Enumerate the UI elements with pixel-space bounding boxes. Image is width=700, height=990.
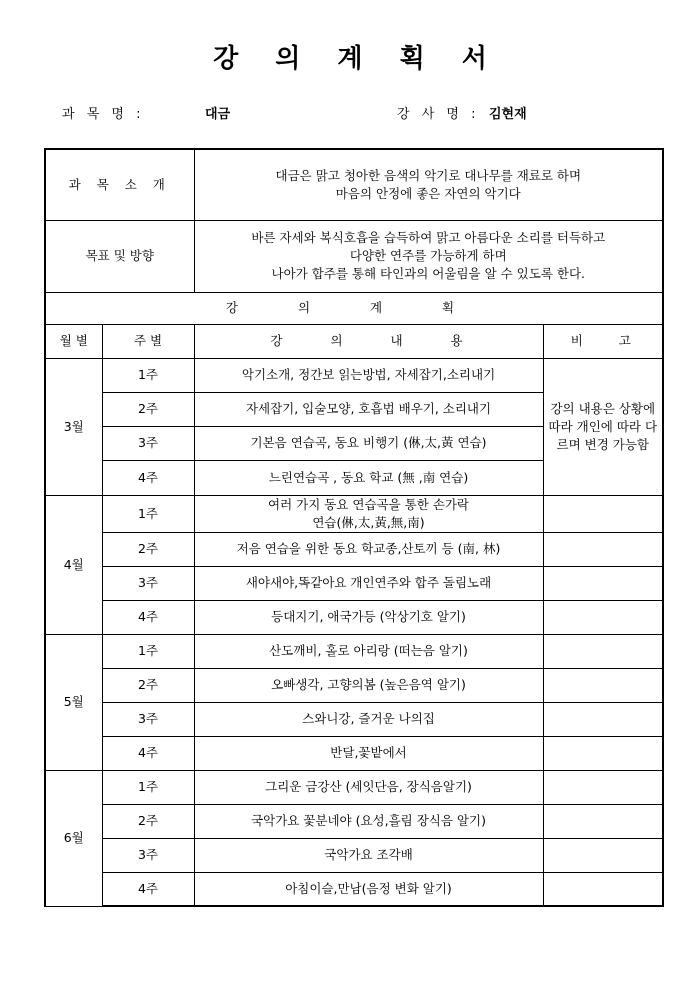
note-cell	[543, 736, 663, 770]
intro-text	[194, 149, 663, 220]
week-cell: 4주	[102, 460, 194, 495]
content-cell: 오빠생각, 고향의봄 (높은음역 알기)	[194, 668, 543, 702]
instructor-value: 김현재	[489, 107, 527, 122]
week-cell: 2주	[102, 532, 194, 566]
week-cell: 3주	[102, 426, 194, 460]
table-row	[45, 770, 663, 804]
header-week: 주 별	[102, 324, 194, 358]
table-row	[45, 600, 663, 634]
week-cell: 4주	[102, 600, 194, 634]
plan-section-title: 강 의 계 획	[45, 292, 663, 324]
week-cell: 3주	[102, 838, 194, 872]
note-cell	[543, 702, 663, 736]
content-line: 연습(㑣,太,黃,無,南)	[312, 514, 425, 530]
table-row	[45, 566, 663, 600]
lecture-plan-table	[44, 148, 664, 907]
goal-row	[45, 220, 663, 292]
instructor-field	[397, 103, 527, 122]
month-cell: 3월	[45, 358, 102, 495]
table-row	[45, 634, 663, 668]
document-title: 강 의 계 획 서	[213, 44, 501, 74]
content-cell: 악기소개, 정간보 읽는방법, 자세잡기,소리내기	[194, 358, 543, 392]
header-content: 강 의 내 용	[194, 324, 543, 358]
content-cell: 느린연습곡 , 동요 학교 (無 ,南 연습)	[194, 460, 543, 495]
week-cell: 4주	[102, 736, 194, 770]
content-cell: 그리운 금강산 (세잇단음, 장식음알기)	[194, 770, 543, 804]
content-cell: 아침이슬,만남(음정 변화 알기)	[194, 872, 543, 906]
content-cell: 저음 연습을 위한 동요 학교종,산토끼 등 (南, 林)	[194, 532, 543, 566]
content-cell: 기본음 연습곡, 동요 비행기 (㑣,太,黃 연습)	[194, 426, 543, 460]
note-cell	[543, 566, 663, 600]
content-cell	[194, 495, 543, 532]
content-cell: 산도깨비, 홀로 아리랑 (떠는음 알기)	[194, 634, 543, 668]
header-note: 비 고	[543, 324, 663, 358]
table-row	[45, 495, 663, 532]
goal-line: 바른 자세와 복식호흡을 습득하여 맑고 아름다운 소리를 터득하고	[251, 230, 606, 245]
table-row	[45, 804, 663, 838]
note-cell	[543, 668, 663, 702]
note-cell	[543, 838, 663, 872]
week-cell: 1주	[102, 634, 194, 668]
intro-line: 마음의 안정에 좋은 자연의 악기다	[335, 185, 521, 201]
week-cell: 4주	[102, 872, 194, 906]
content-cell: 등대지기, 애국가등 (악상기호 알기)	[194, 600, 543, 634]
month-cell: 4월	[45, 495, 102, 634]
month-cell: 6월	[45, 770, 102, 906]
note-cell	[543, 804, 663, 838]
note-cell	[543, 634, 663, 668]
content-cell: 자세잡기, 입술모양, 호흡법 배우기, 소리내기	[194, 392, 543, 426]
plan-section-row	[45, 292, 663, 324]
header-month: 월 별	[45, 324, 102, 358]
subject-label: 과 목 명 :	[62, 107, 145, 122]
note-cell	[543, 495, 663, 532]
goal-label: 목표 및 방향	[45, 220, 194, 292]
table-row	[45, 736, 663, 770]
week-cell: 1주	[102, 358, 194, 392]
table-row	[45, 702, 663, 736]
content-cell: 새야새야,똑같아요 개인연주와 합주 돌림노래	[194, 566, 543, 600]
intro-label: 과 목 소 개	[45, 149, 194, 220]
week-cell: 1주	[102, 770, 194, 804]
content-cell: 국악가요 꽃분네야 (요성,흘림 장식음 알기)	[194, 804, 543, 838]
week-cell: 2주	[102, 804, 194, 838]
plan-header-row	[45, 324, 663, 358]
content-cell: 반달,꽃밭에서	[194, 736, 543, 770]
subject-value: 대금	[205, 107, 231, 122]
note-cell	[543, 600, 663, 634]
note-cell	[543, 770, 663, 804]
goal-line: 다양한 연주를 가능하게 하며	[349, 248, 507, 263]
week-cell: 3주	[102, 566, 194, 600]
table-row	[45, 358, 663, 392]
table-row	[45, 668, 663, 702]
week-cell: 3주	[102, 702, 194, 736]
content-cell: 국악가요 조각배	[194, 838, 543, 872]
goal-line: 나아가 합주를 통해 타인과의 어울림을 알 수 있도록 한다.	[271, 266, 586, 281]
month-cell: 5월	[45, 634, 102, 770]
week-cell: 2주	[102, 392, 194, 426]
week-cell: 2주	[102, 668, 194, 702]
goal-text	[194, 220, 663, 292]
instructor-label: 강 사 명 :	[397, 107, 480, 122]
note-cell: 강의 내용은 상황에 따라 개인에 따라 다르며 변경 가능함	[543, 358, 663, 495]
note-cell	[543, 532, 663, 566]
intro-row	[45, 149, 663, 220]
table-row	[45, 532, 663, 566]
content-line: 여러 가지 동요 연습곡을 통한 손가락	[268, 496, 470, 512]
table-row	[45, 872, 663, 906]
table-row	[45, 838, 663, 872]
week-cell: 1주	[102, 495, 194, 532]
content-cell: 스와니강, 즐거운 나의집	[194, 702, 543, 736]
intro-line: 대금은 맑고 청아한 음색의 악기로 대나무를 재료로 하며	[275, 167, 582, 183]
note-cell	[543, 872, 663, 906]
subject-field	[62, 103, 231, 122]
